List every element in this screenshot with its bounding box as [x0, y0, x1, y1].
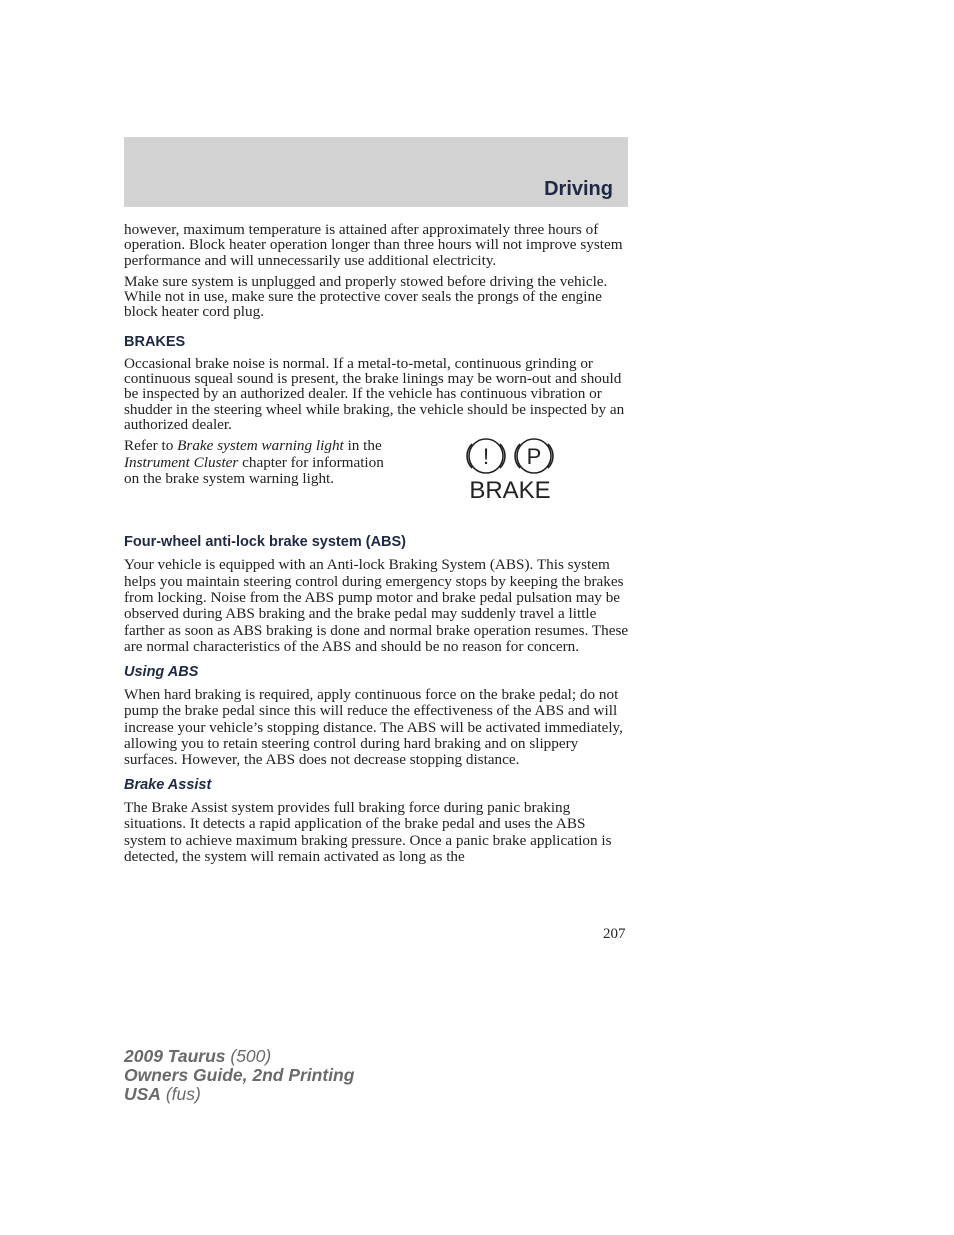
intro-paragraph-2: Make sure system is unplugged and properly stowed before driving the vehicle. While not in use, make sure the protective cover seals the prongs of the engine block heater cord plug.: [124, 272, 608, 321]
section-title: Driving: [544, 178, 613, 200]
page-content: [124, 222, 629, 873]
refer-text: Refer to Brake system warning light in the Instrument Cluster chapter for information on the brake system warning light.: [124, 437, 384, 488]
exclaim-glyph: !: [482, 444, 490, 470]
abs-heading: Four-wheel anti-lock brake system (ABS): [124, 534, 407, 551]
using-abs-heading: Using ABS: [124, 663, 199, 680]
brake-assist-heading: Brake Assist: [124, 776, 212, 793]
footer-line-3: USA (fus): [124, 1084, 201, 1104]
footer-line-1: 2009 Taurus (500): [124, 1046, 272, 1066]
brakes-heading: BRAKES: [124, 333, 186, 350]
brake-warning-light-icon: [464, 438, 556, 502]
document-footer: [124, 1047, 354, 1104]
brake-assist-paragraph: The Brake Assist system provides full braking force during panic braking situations. It detects a rapid application of the brake pedal and uses the ABS system to achieve maximum braking pressure. Once a panic brake application is detected, the system will remain activated as long as the: [124, 798, 612, 865]
intro-paragraph-1: however, maximum temperature is attained after approximately three hours of operation. Block heater operation longer than three hours will not improve system performance and will unnecessarily use additional electricity.: [124, 221, 623, 269]
brakes-paragraph: Occasional brake noise is normal. If a metal-to-metal, continuous grinding or continuous squeal sound is present, the brake linings may be worn-out and should be inspected by an authorized dealer. If the vehicle has continuous vibration or shudder in the steering wheel while braking, the vehicle should be inspected by an authorized dealer.: [124, 354, 625, 433]
page-number: 207: [603, 926, 626, 942]
footer-line-2: Owners Guide, 2nd Printing: [124, 1065, 355, 1085]
brake-warning-reference: [124, 438, 629, 534]
section-header-band: [124, 137, 628, 207]
using-abs-paragraph: When hard braking is required, apply continuous force on the brake pedal; do not pump the brake pedal since this will reduce the effectiveness of the ABS and will increase your vehicle’s stopping distance. The ABS will be activated immediately, allowing you to retain steering control during hard braking and on slippery surfaces. However, the ABS does not decrease stopping distance.: [124, 685, 623, 769]
park-glyph: P: [526, 444, 542, 470]
brake-label: BRAKE: [469, 477, 551, 503]
abs-paragraph: Your vehicle is equipped with an Anti-lock Braking System (ABS). This system helps you maintain steering control during emergency stops by keeping the brakes from locking. Noise from the ABS pump motor and brake pedal pulsation may be observed during ABS braking and the brake pedal may suddenly travel a little farther as soon as ABS braking is done and normal brake operation resumes. These are normal characteristics of the ABS and should be no reason for concern.: [124, 556, 629, 656]
